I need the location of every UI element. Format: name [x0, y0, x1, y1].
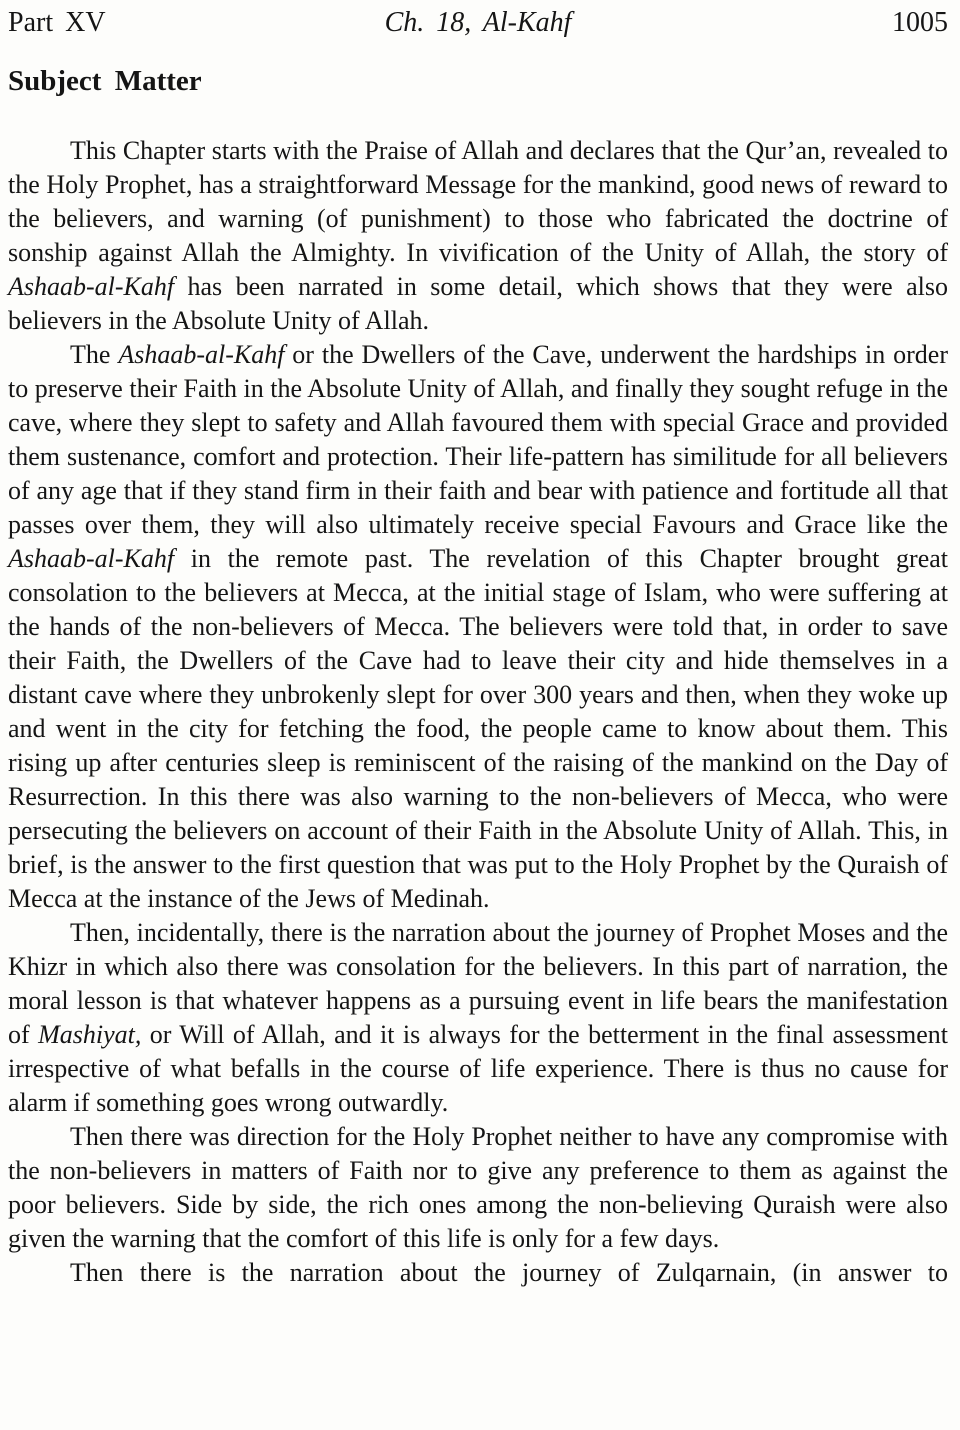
text-segment: or Will of Allah, and it is always for the betterment in the final assessment irrespective of what befalls in the course of life experience. There is thus no cause for alarm if something goes wrong outwardly.	[8, 1020, 948, 1117]
italic-term: Mashiyat,	[38, 1020, 142, 1049]
italic-term: Ashaab-al-Kahf	[118, 340, 285, 369]
text-segment: This Chapter starts with the Praise of Allah and declares that the Qur’an, revealed to the Holy Prophet, has a straightforward Message for the mankind, good news of reward to the believers, and warning (of punishment) to those who fabricated the doctrine of sonship against Allah the Almighty. In vivification of the Unity of Allah, the story of	[8, 136, 948, 267]
text-segment: Then there is the narration about the journey of Zulqarnain, (in answer to	[70, 1258, 948, 1287]
paragraph-1	[8, 134, 948, 338]
text-segment: in the remote past. The revelation of this Chapter brought great consolation to the believers at Mecca, at the initial stage of Islam, who were suffering at the hands of the non-believers of Mecca. The believers were told that, in order to save their Faith, the Dwellers of the Cave had to leave their city and hide themselves in a distant cave where they unbrokenly slept for over 300 years and then, when they woke up and went in the city for fetching the food, the people came to know about them. This rising up after centuries sleep is reminiscent of the raising of the mankind on the Day of Resurrection. In this there was also warning to the non-believers of Mecca, who were persecuting the believers on account of their Faith in the Absolute Unity of Allah. This, in brief, is the answer to the first question that was put to the Holy Prophet by the Quraish of Mecca at the instance of the Jews of Medinah.	[8, 544, 948, 913]
text-segment: The	[70, 340, 119, 369]
header-page-number: 1005	[892, 7, 948, 38]
italic-term: Ashaab-al-Kahf	[8, 544, 175, 573]
text-segment: Then, incidentally, there is the narration about the journey of Prophet Moses and the Khizr in which also there was consolation for the believers. In this part of narration, the moral lesson is that whatever happens as a pursuing event in life bears the manifestation of	[8, 918, 948, 1049]
text-segment: has been narrated in some detail, which shows that they were also believers in the Absolute Unity of Allah.	[8, 272, 948, 335]
header-part-label: Part XV	[8, 7, 106, 38]
body-text	[8, 134, 948, 1290]
paragraph-2	[8, 338, 948, 916]
paragraph-4	[8, 1120, 948, 1256]
paragraph-5	[8, 1256, 948, 1290]
page-header	[8, 6, 948, 40]
italic-term: Ashaab-al-Kahf	[8, 272, 175, 301]
header-chapter-title: Ch. 18, Al-Kahf	[384, 7, 572, 38]
paragraph-3	[8, 916, 948, 1120]
text-segment: Then there was direction for the Holy Prophet neither to have any compromise with the non-believers in matters of Faith nor to give any preference to them as against the poor believers. Side by side, the rich ones among the non-believing Quraish were also given the warning that the comfort of this life is only for a few days.	[8, 1122, 948, 1253]
section-heading: Subject Matter	[8, 65, 202, 97]
text-segment: or the Dwellers of the Cave, underwent the hardships in order to preserve their Faith in the Absolute Unity of Allah, and finally they sought refuge in the cave, where they slept to safety and Allah favoured them with special Grace and provided them sustenance, comfort and protection. Their life-pattern has similitude for all believers of any age that if they stand firm in their faith and bear with patience and fortitude all that passes over them, they will also ultimately receive special Favours and Grace like the	[8, 340, 948, 539]
